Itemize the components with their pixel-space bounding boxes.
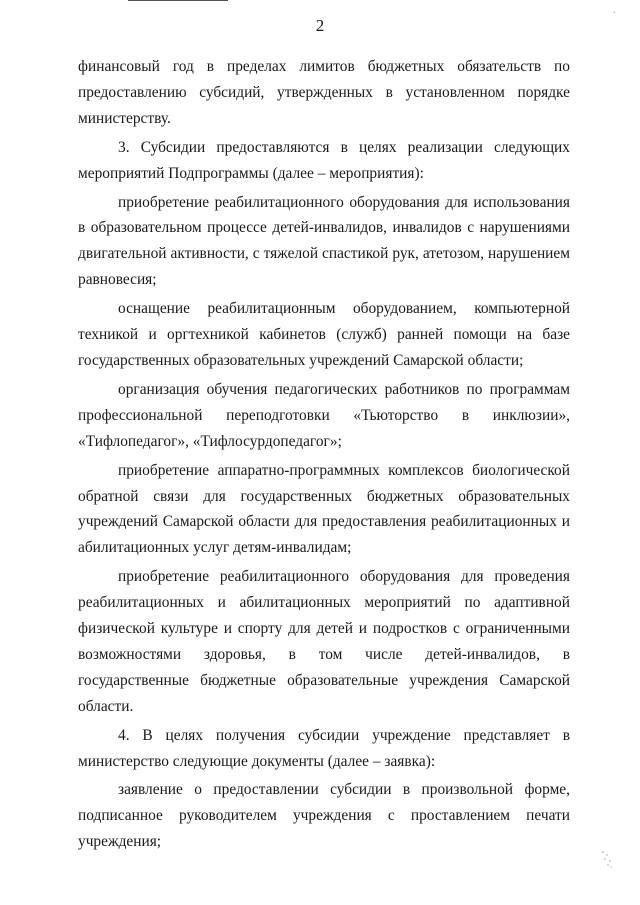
paragraph-item-adaptive-sport: приобретение реабилитационного оборудования для проведения реабилитационных и абилитационных мероприятий по адаптивной физической культуре и спорту для детей и подростков с ограниченными возможностями здоровья, в том числе детей-инвалидов, в государственные бюджетные образовательные учреждения Самарской области. [78, 568, 570, 715]
paragraph-clause-3: 3. Субсидии предоставляются в целях реализации следующих мероприятий Подпрограммы (далее – мероприятия): [78, 138, 570, 182]
paragraph-item-teacher-training: организация обучения педагогических работников по программам профессиональной переподготовки «Тьюторство в инклюзии», «Тифлопедагог», «Тифлосурдопедагог»; [78, 380, 570, 450]
top-edge-rule [128, 0, 228, 1]
page-number: 2 [315, 16, 325, 35]
paragraph-item-equipment-education: приобретение реабилитационного оборудования для использования в образовательном процессе детей-инвалидов, инвалидов с нарушениями двигательной активности, с тяжелой спастикой рук, атетозом, нарушением равновесия; [78, 193, 570, 289]
scan-noise-mark [600, 849, 614, 869]
paragraph-item-biofeedback: приобретение аппаратно-программных комплексов биологической обратной связи для государственных бюджетных образовательных учреждений Самарской области для предоставления реабилитационных и абилитационных услуг детям-инвалидам; [78, 461, 570, 557]
scan-corner-mark: · [612, 8, 616, 19]
paragraph-item-application: заявление о предоставлении субсидии в произвольной форме, подписанное руководителем учреждения с проставлением печати учреждения; [78, 781, 570, 851]
paragraph-clause-4: 4. В целях получения субсидии учреждение представляет в министерство следующие документы (далее – заявка): [78, 726, 570, 770]
paragraph-item-early-help-offices: оснащение реабилитационным оборудованием, компьютерной техникой и оргтехникой кабинетов (служб) ранней помощи на базе государственных образовательных учреждений Самарской области; [78, 300, 570, 369]
paragraph-continuation: финансовый год в пределах лимитов бюджетных обязательств по предоставлению субсидий, утвержденных в установленном порядке министерству. [78, 58, 570, 127]
document-body [78, 54, 570, 855]
